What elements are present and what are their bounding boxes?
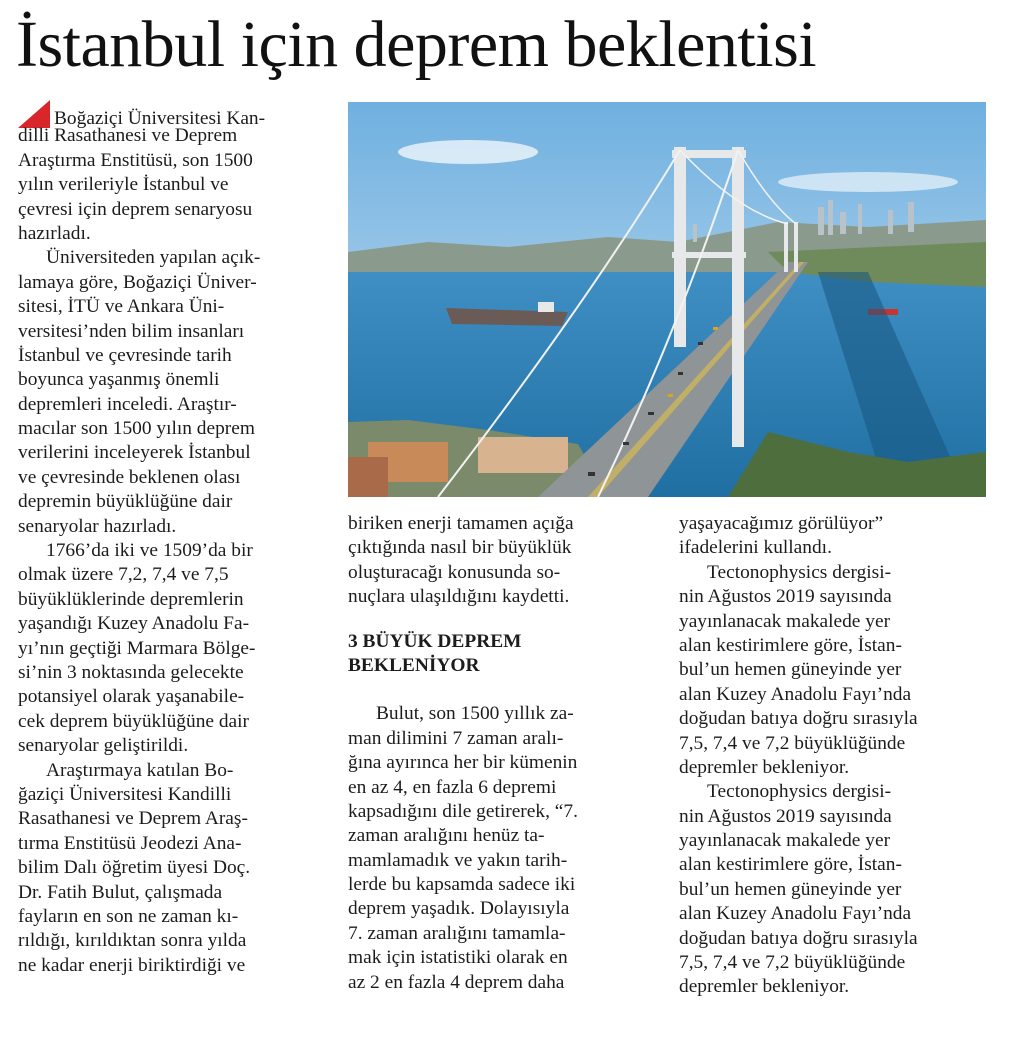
text-line: alan kestirimlere göre, İstan-	[679, 854, 902, 876]
text-line: macılar son 1500 yılın deprem	[18, 418, 255, 440]
text-line: ve çevresinde beklenen olası	[18, 466, 241, 488]
text-line: sitesi, İTÜ ve Ankara Üni-	[18, 296, 225, 318]
text-line: ğına ayırınca her bir kümenin	[348, 752, 578, 774]
text-line: Tectonophysics dergisi-	[707, 561, 892, 583]
text-line: bilim Dalı öğretim üyesi Doç.	[18, 857, 251, 879]
subheading: BEKLENİYOR	[348, 654, 480, 676]
text-line: potansiyel olarak yaşanabile-	[18, 686, 245, 708]
text-line: ifadelerini kullandı.	[679, 537, 832, 559]
text-line: hazırladı.	[18, 222, 91, 244]
text-line: zaman aralığını henüz ta-	[348, 825, 545, 847]
text-line: senaryolar hazırladı.	[18, 515, 177, 537]
text-line: Bulut, son 1500 yıllık za-	[376, 703, 574, 725]
text-line: yayınlanacak makalede yer	[679, 610, 891, 632]
text-line: Rasathanesi ve Deprem Araş-	[18, 808, 248, 830]
text-line: doğudan batıya doğru sırasıyla	[679, 927, 918, 949]
text-line: Tectonophysics dergisi-	[707, 781, 892, 803]
text-line: Araştırma Enstitüsü, son 1500	[18, 149, 253, 171]
text-line: rıldığı, kırıldıktan sonra yılda	[18, 930, 247, 952]
column-1	[18, 100, 328, 978]
text-line: 7,5, 7,4 ve 7,2 büyüklüğünde	[679, 732, 906, 754]
text-line: depremleri inceledi. Araştır-	[18, 393, 237, 415]
text-line: biriken enerji tamamen açığa	[348, 513, 574, 534]
text-line: 7. zaman aralığını tamamla-	[348, 922, 566, 944]
text-line: yılın verileriyle İstanbul ve	[18, 174, 229, 196]
text-line: yı’nın geçtiği Marmara Bölge-	[18, 637, 256, 659]
text-line: versitesi’nden bilim insanları	[18, 320, 245, 342]
text-line: çıktığında nasıl bir büyüklük	[348, 537, 572, 559]
text-line: verilerini inceleyerek İstanbul	[18, 442, 251, 464]
text-line: deprem yaşadık. Dolayısıyla	[348, 898, 570, 920]
text-line: bul’un hemen güneyinde yer	[679, 878, 902, 900]
text-line: nin Ağustos 2019 sayısında	[679, 586, 892, 608]
text-line: büyüklüklerinde depremlerin	[18, 588, 244, 610]
headline: İstanbul için deprem beklentisi	[16, 8, 817, 81]
text-line: ğaziçi Üniversitesi Kandilli	[18, 783, 232, 805]
subheading: 3 BÜYÜK DEPREM	[348, 630, 522, 652]
text-line: yayınlanacak makalede yer	[679, 830, 891, 852]
text-line: si’nin 3 noktasında gelecekte	[18, 661, 244, 683]
text-line: dilli Rasathanesi ve Deprem	[18, 125, 238, 147]
text-line: az 2 en fazla 4 deprem daha	[348, 971, 565, 993]
text-line: boyunca yaşanmış önemli	[18, 369, 220, 391]
text-line: Dr. Fatih Bulut, çalışmada	[18, 881, 223, 903]
column-3	[679, 512, 989, 1000]
text-line: bul’un hemen güneyinde yer	[679, 659, 902, 681]
text-line: senaryolar geliştirildi.	[18, 735, 189, 757]
text-line: nin Ağustos 2019 sayısında	[679, 805, 892, 827]
bosphorus-bridge-photo	[348, 102, 986, 497]
text-line: tırma Enstitüsü Jeodezi Ana-	[18, 832, 242, 854]
text-line: mamlamadık ve yakın tarih-	[348, 849, 568, 871]
text-line: depremler bekleniyor.	[679, 976, 850, 998]
column-2	[348, 512, 653, 995]
text-line: Araştırmaya katılan Bo-	[46, 759, 234, 781]
text-line: İstanbul ve çevresinde tarih	[18, 344, 232, 366]
text-line: yaşayacağımız görülüyor”	[679, 513, 884, 534]
text-line: lamaya göre, Boğaziçi Üniver-	[18, 271, 257, 293]
text-line: man dilimini 7 zaman aralı-	[348, 727, 564, 749]
text-line: Boğaziçi Üniversitesi Kan-	[18, 100, 328, 124]
text-line: çevresi için deprem senaryosu	[18, 198, 253, 220]
text-line: alan Kuzey Anadolu Fayı’nda	[679, 683, 912, 705]
text-line: fayların en son ne zaman kı-	[18, 905, 239, 927]
text-line: depremler bekleniyor.	[679, 756, 850, 778]
text-line: doğudan batıya doğru sırasıyla	[679, 708, 918, 730]
text-line: 7,5, 7,4 ve 7,2 büyüklüğünde	[679, 952, 906, 974]
text-line: olmak üzere 7,2, 7,4 ve 7,5	[18, 564, 229, 586]
text-line: depremin büyüklüğüne dair	[18, 491, 233, 513]
text-line: ne kadar enerji biriktirdiği ve	[18, 954, 246, 976]
text-line: mak için istatistiki olarak en	[348, 947, 568, 969]
text-line: nuçlara ulaşıldığını kaydetti.	[348, 586, 570, 608]
text-line: kapsadığını dile getirerek, “7.	[348, 800, 578, 822]
text-line: cek deprem büyüklüğüne dair	[18, 710, 249, 732]
text-line: 1766’da iki ve 1509’da bir	[46, 540, 253, 562]
text-line: alan kestirimlere göre, İstan-	[679, 634, 902, 656]
text-line: alan Kuzey Anadolu Fayı’nda	[679, 903, 912, 925]
text-line: lerde bu kapsamda sadece iki	[348, 874, 576, 896]
text-line: oluşturacağı konusunda so-	[348, 561, 561, 583]
text-line: en az 4, en fazla 6 depremi	[348, 776, 557, 798]
text-line: Üniversiteden yapılan açık-	[46, 247, 261, 269]
text-line: yaşandığı Kuzey Anadolu Fa-	[18, 613, 250, 635]
